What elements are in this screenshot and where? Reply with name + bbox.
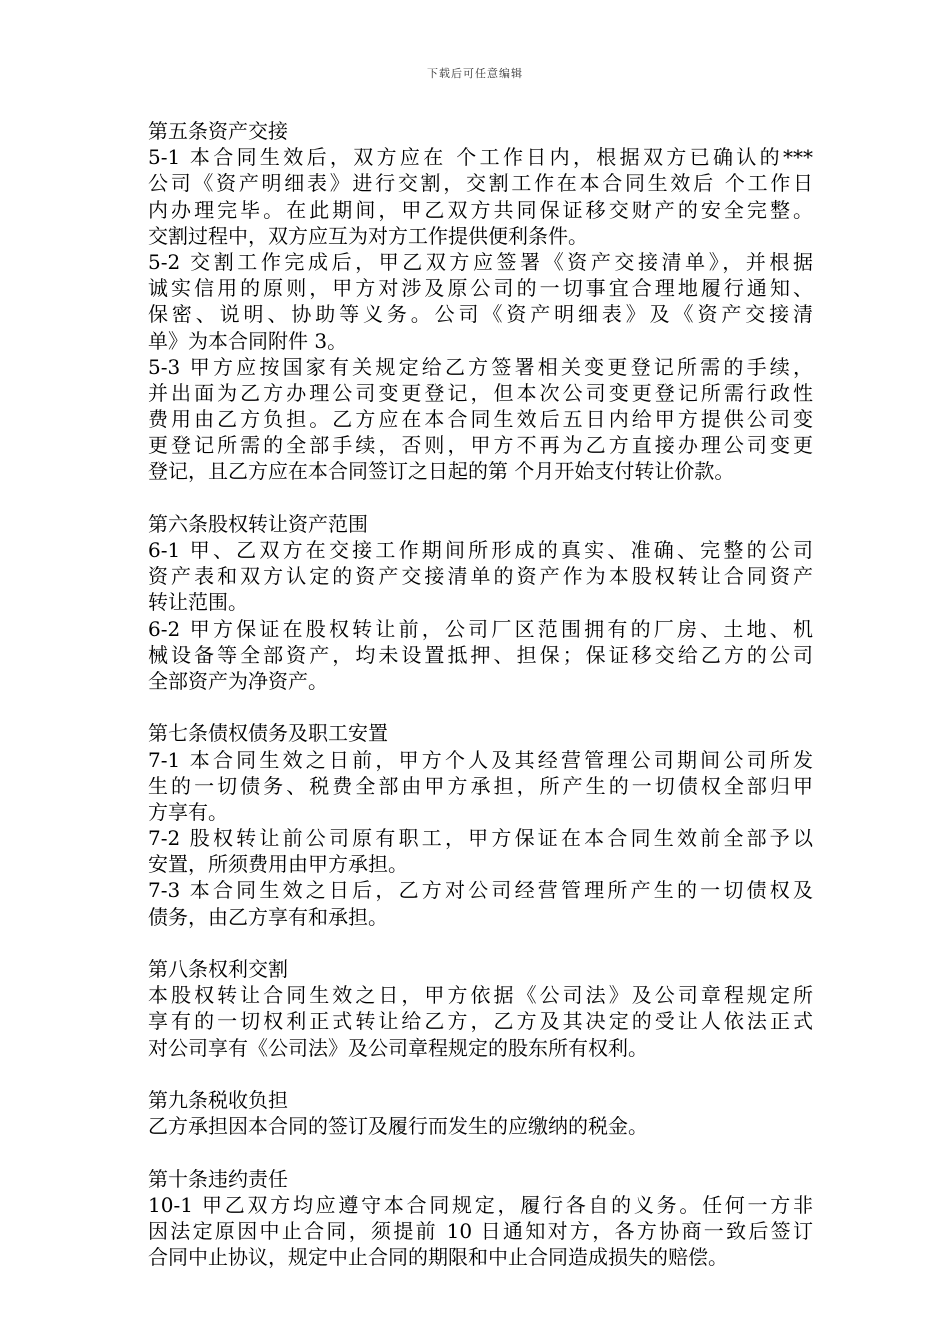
body-line: 保密、说明、协助等义务。公司《资产明细表》及《资产交接清 — [148, 302, 813, 327]
section-spacer — [148, 485, 813, 511]
body-line: 7-2 股权转让前公司原有职工，甲方保证在本合同生效前全部予以 — [148, 826, 813, 851]
body-line: 合同中止协议，规定中止合同的期限和中止合同造成损失的赔偿。 — [148, 1245, 728, 1270]
body-line: 债务，由乙方享有和承担。 — [148, 904, 388, 929]
body-line: 登记，且乙方应在本合同签订之日起的第 个月开始支付转让价款。 — [148, 459, 735, 484]
section — [148, 1166, 813, 1271]
body-line: 因法定原因中止合同，须提前 10 日通知对方，各方协商一致后签订 — [148, 1218, 813, 1243]
body-line: 6-2 甲方保证在股权转让前，公司厂区范围拥有的厂房、土地、机 — [148, 616, 813, 641]
section-title: 第九条税收负担 — [148, 1087, 288, 1112]
section — [148, 720, 813, 930]
section-spacer — [148, 1139, 813, 1165]
body-line: 方享有。 — [148, 799, 228, 824]
document-body — [148, 118, 813, 1270]
section-spacer — [148, 930, 813, 956]
body-line: 诚实信用的原则，甲方对涉及原公司的一切事宜合理地履行通知、 — [148, 276, 813, 301]
section-title: 第十条违约责任 — [148, 1166, 288, 1191]
section-title: 第五条资产交接 — [148, 119, 288, 143]
body-line: 内办理完毕。在此期间，甲乙双方共同保证移交财产的安全完整。 — [148, 197, 813, 222]
body-line: 7-1 本合同生效之日前，甲方个人及其经营管理公司期间公司所发 — [148, 747, 813, 772]
body-line: 6-1 甲、乙双方在交接工作期间所形成的真实、准确、完整的公司 — [148, 538, 813, 562]
body-line: 交割过程中，双方应互为对方工作提供便利条件。 — [148, 223, 588, 248]
section-title: 第七条债权债务及职工安置 — [148, 721, 388, 746]
body-line: 5-2 交割工作完成后，甲乙双方应签署《资产交接清单》，并根据 — [148, 249, 813, 274]
section-title: 第六条股权转让资产范围 — [148, 511, 368, 536]
body-line: 费用由乙方负担。乙方应在本合同生效后五日内给甲方提供公司变 — [148, 407, 813, 432]
body-line: 械设备等全部资产，均未设置抵押、担保；保证移交给乙方的公司 — [148, 642, 813, 667]
body-line: 转让范围。 — [148, 590, 248, 615]
section — [148, 118, 813, 485]
section-spacer — [148, 694, 813, 720]
body-line: 5-3 甲方应按国家有关规定给乙方签署相关变更登记所需的手续， — [148, 354, 813, 379]
page-header: 下载后可任意编辑 — [427, 67, 523, 80]
body-line: 对公司享有《公司法》及公司章程规定的股东所有权利。 — [148, 1035, 648, 1060]
body-line: 乙方承担因本合同的签订及履行而发生的应缴纳的税金。 — [148, 1114, 648, 1139]
body-line: 单》为本合同附件 3。 — [148, 328, 348, 353]
body-line: 享有的一切权利正式转让给乙方，乙方及其决定的受让人依法正式 — [148, 1009, 813, 1034]
section-title: 第八条权利交割 — [148, 957, 288, 981]
body-line: 7-3 本合同生效之日后，乙方对公司经营管理所产生的一切债权及 — [148, 878, 813, 903]
body-line: 5-1 本合同生效后，双方应在 个工作日内，根据双方已确认的*** — [148, 145, 813, 170]
body-line: 本股权转让合同生效之日，甲方依据《公司法》及公司章程规定所 — [148, 983, 813, 1008]
body-line: 生的一切债务、税费全部由甲方承担，所产生的一切债权全部归甲 — [148, 773, 813, 798]
section — [148, 511, 813, 694]
body-line: 10-1 甲乙双方均应遵守本合同规定，履行各自的义务。任何一方非 — [148, 1192, 813, 1217]
body-line: 全部资产为净资产。 — [148, 668, 328, 693]
section — [148, 956, 813, 1061]
body-line: 资产表和双方认定的资产交接清单的资产作为本股权转让合同资产 — [148, 564, 813, 589]
body-line: 更登记所需的全部手续，否则，甲方不再为乙方直接办理公司变更 — [148, 433, 813, 458]
section — [148, 1087, 813, 1139]
section-spacer — [148, 1061, 813, 1087]
body-line: 并出面为乙方办理公司变更登记，但本次公司变更登记所需行政性 — [148, 380, 813, 405]
body-line: 公司《资产明细表》进行交割，交割工作在本合同生效后 个工作日 — [148, 171, 813, 196]
body-line: 安置，所须费用由甲方承担。 — [148, 852, 408, 877]
